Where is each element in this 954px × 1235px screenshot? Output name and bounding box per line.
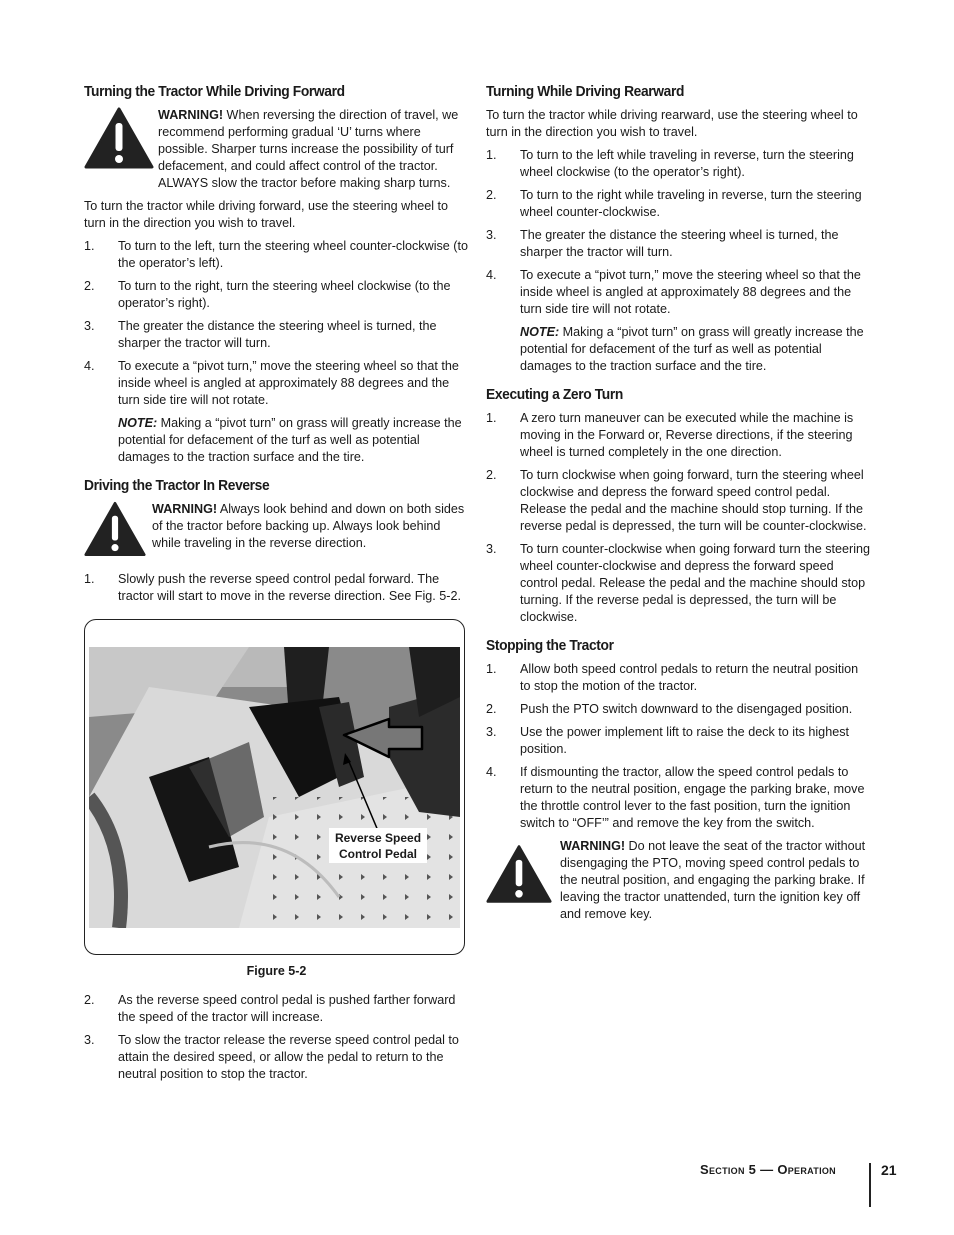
page-number: 21 <box>881 1162 897 1178</box>
step-number: 2. <box>486 468 497 482</box>
warning-block-reverse <box>84 501 469 565</box>
heading-turning-rearward: Turning While Driving Rearward <box>486 83 685 100</box>
list-item <box>486 147 872 181</box>
list-item <box>486 724 872 758</box>
note-paragraph <box>486 324 872 375</box>
list-item <box>84 238 469 272</box>
warning-label: WARNING! <box>158 108 224 122</box>
footer-section-label: Section 5 — Operation <box>700 1162 836 1177</box>
step-number: 2. <box>486 702 497 716</box>
step-text: A zero turn maneuver can be executed while the machine is moving in the Forward or, Reverse directions, if the steering wheel is turned completely in the one direction. <box>520 411 854 459</box>
step-text: If dismounting the tractor, allow the speed control pedals to return to the neutral position, engage the parking brake, move the throttle control lever to the fast position, turn the ignition switch to “OFF’” and remove the key from the switch. <box>520 765 865 830</box>
list-item <box>486 701 872 718</box>
steps-forward <box>84 238 469 409</box>
list-item <box>486 467 872 535</box>
step-number: 3. <box>486 542 497 556</box>
heading-stopping: Stopping the Tractor <box>486 637 614 654</box>
step-number: 1. <box>84 239 95 253</box>
step-text: To turn to the left, turn the steering wheel counter-clockwise (to the operator’s left). <box>118 239 468 270</box>
step-text: The greater the distance the steering wheel is turned, the sharper the tractor will turn. <box>118 319 437 350</box>
intro-paragraph: To turn the tractor while driving forward, use the steering wheel to turn in the direction you wish to travel. <box>84 199 449 230</box>
photo-illustration <box>89 647 460 928</box>
figure-caption: Figure 5-2 <box>246 964 307 978</box>
step-number: 4. <box>486 765 497 779</box>
right-column <box>486 82 872 929</box>
list-item <box>84 358 469 409</box>
list-item <box>486 541 872 626</box>
step-number: 2. <box>84 279 95 293</box>
step-number: 3. <box>486 725 497 739</box>
list-item <box>486 267 872 318</box>
warning-body: When reversing the direction of travel, we recommend performing gradual ‘U’ turns where possible. Sharper turns increase the possibility of turf defacement, and could affect control of the tractor. ALWAYS slow the tractor before making sharp turns. <box>158 108 459 190</box>
step-number: 1. <box>486 411 497 425</box>
step-text: Push the PTO switch downward to the disengaged position. <box>520 702 853 716</box>
step-number: 3. <box>486 228 497 242</box>
heading-reverse: Driving the Tractor In Reverse <box>84 477 270 494</box>
warning-text <box>560 838 872 923</box>
step-text: As the reverse speed control pedal is pushed farther forward the speed of the tractor will increase. <box>118 993 456 1024</box>
footer-divider <box>869 1163 871 1207</box>
callout-label <box>329 828 427 863</box>
step-text: To execute a “pivot turn,” move the steering wheel so that the inside wheel is angled at approximately 88 degrees and the turn side tire will not rotate. <box>520 268 861 316</box>
step-text: To turn counter-clockwise when going forward turn the steering wheel counter-clockwise and depress the forward speed control pedal. Release the pedal and the machine should stop turning. If the reverse pedal is depressed, the turn will be clockwise. <box>520 542 871 624</box>
step-number: 3. <box>84 319 95 333</box>
list-item <box>486 764 872 832</box>
list-item <box>84 1032 469 1083</box>
warning-triangle-icon <box>486 844 552 904</box>
list-item <box>84 992 469 1026</box>
warning-block-forward <box>84 107 469 192</box>
list-item <box>84 278 469 312</box>
note-label: NOTE: <box>118 416 158 430</box>
warning-label: WARNING! <box>560 839 626 853</box>
warning-text <box>158 107 469 192</box>
heading-turning-forward: Turning the Tractor While Driving Forward <box>84 83 345 100</box>
list-item <box>486 661 872 695</box>
steps-reverse-b <box>84 992 469 1083</box>
figure-5-2 <box>84 619 465 955</box>
warning-triangle-icon <box>84 501 146 557</box>
step-text: To slow the tractor release the reverse speed control pedal to attain the desired speed, or allow the pedal to return to the neutral position to stop the tractor. <box>118 1033 459 1081</box>
step-number: 3. <box>84 1033 95 1047</box>
left-column <box>84 82 469 1089</box>
note-text: Making a “pivot turn” on grass will greatly increase the potential for defacement of the turf as well as potential damages to the traction surface and the tire. <box>520 325 864 373</box>
step-text: To turn to the left while traveling in reverse, turn the steering wheel clockwise (to the operator’s right). <box>520 148 854 179</box>
step-text: The greater the distance the steering wheel is turned, the sharper the tractor will turn. <box>520 228 839 259</box>
tractor-pedal-photo <box>89 647 460 928</box>
step-text: Use the power implement lift to raise the deck to its highest position. <box>520 725 849 756</box>
warning-block-stopping <box>486 838 872 923</box>
step-text: To execute a “pivot turn,” move the steering wheel so that the inside wheel is angled at approximately 88 degrees and the turn side tire will not rotate. <box>118 359 459 407</box>
steps-stopping <box>486 661 872 832</box>
step-number: 4. <box>486 268 497 282</box>
list-item <box>84 318 469 352</box>
list-item <box>84 571 469 605</box>
step-text: Slowly push the reverse speed control pedal forward. The tractor will start to move in the reverse direction. See Fig. 5-2. <box>118 572 461 603</box>
steps-reverse-a <box>84 571 469 605</box>
callout-line: Reverse Speed <box>334 831 422 845</box>
steps-zero-turn <box>486 410 872 626</box>
step-text: To turn clockwise when going forward, turn the steering wheel clockwise and depress the forward speed control pedal. Release the pedal and the machine should stop turning. If the reverse pedal is depressed, the turn will be counter-clockwise. <box>520 468 867 533</box>
step-text: To turn to the right while traveling in reverse, turn the steering wheel counter-clockwise. <box>520 188 862 219</box>
step-text: To turn to the right, turn the steering wheel clockwise (to the operator’s right). <box>118 279 451 310</box>
warning-text <box>152 501 469 552</box>
callout-line: Control Pedal <box>338 847 417 861</box>
step-number: 1. <box>84 572 95 586</box>
list-item <box>486 187 872 221</box>
step-number: 2. <box>84 993 95 1007</box>
warning-body: Always look behind and down on both sides of the tractor before backing up. Always look behind while traveling in the reverse direction. <box>152 502 465 550</box>
note-text: Making a “pivot turn” on grass will greatly increase the potential for defacement of the turf as well as potential damages to the traction surface and the tire. <box>118 416 462 464</box>
note-paragraph <box>84 415 469 466</box>
warning-label: WARNING! <box>152 502 218 516</box>
steps-rearward <box>486 147 872 318</box>
intro-paragraph: To turn the tractor while driving rearward, use the steering wheel to turn in the direction you wish to travel. <box>486 108 858 139</box>
list-item <box>486 227 872 261</box>
step-number: 1. <box>486 148 497 162</box>
warning-body: Do not leave the seat of the tractor without disengaging the PTO, moving speed control pedals to the neutral position, and engaging the parking brake. If leaving the tractor unattended, turn the ignition key off and remove key. <box>560 839 866 921</box>
step-number: 4. <box>84 359 95 373</box>
list-item <box>486 410 872 461</box>
warning-triangle-icon <box>84 107 154 169</box>
step-text: Allow both speed control pedals to return the neutral position to stop the motion of the tractor. <box>520 662 859 693</box>
heading-zero-turn: Executing a Zero Turn <box>486 386 623 403</box>
step-number: 1. <box>486 662 497 676</box>
step-number: 2. <box>486 188 497 202</box>
note-label: NOTE: <box>520 325 560 339</box>
